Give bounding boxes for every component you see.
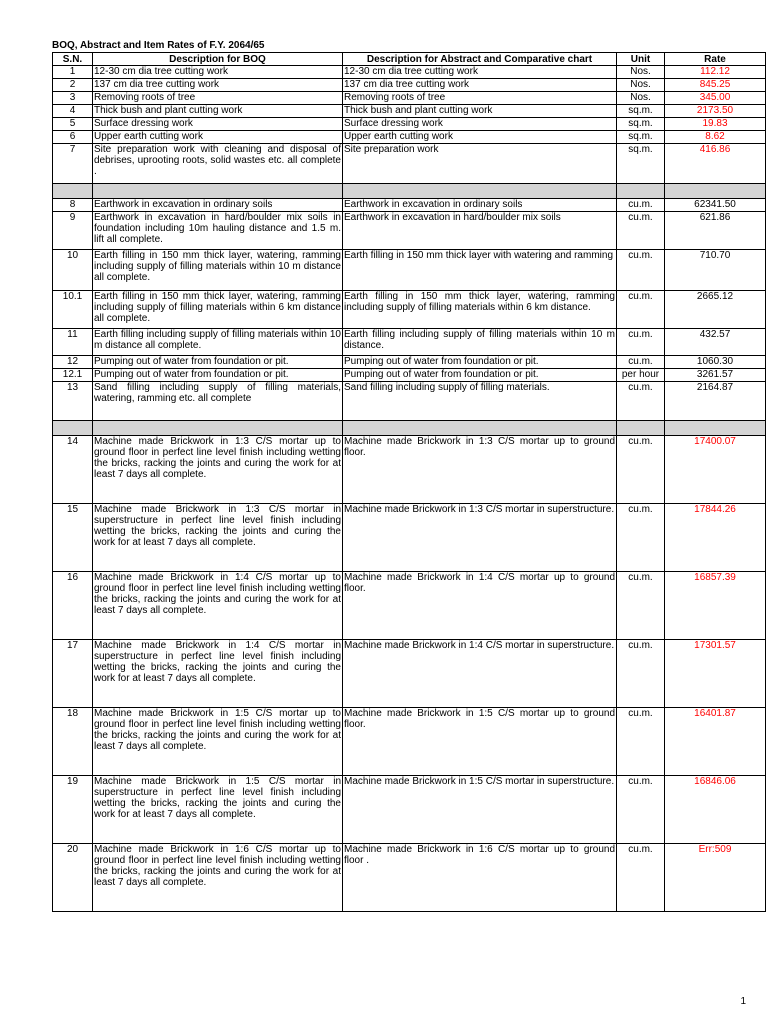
cell-sn: 16: [53, 572, 93, 640]
cell-rate: 8.62: [665, 131, 766, 144]
table-row: [53, 329, 766, 356]
cell-rate: 62341.50: [665, 199, 766, 212]
cell-rate: 16846.06: [665, 776, 766, 844]
cell-unit: cu.m.: [617, 212, 665, 250]
cell-abstract-description: Surface dressing work: [343, 118, 617, 131]
cell-unit: cu.m.: [617, 504, 665, 572]
cell-boq-description: Machine made Brickwork in 1:3 C/S mortar in superstructure in perfect line level finish including wetting the bricks, racking the joints and curing the work for at least 7 days all complete.: [93, 504, 343, 572]
cell-sn: 8: [53, 199, 93, 212]
cell-sn: 13: [53, 382, 93, 421]
cell-unit: cu.m.: [617, 708, 665, 776]
cell-unit: cu.m.: [617, 844, 665, 912]
cell-sn: 4: [53, 105, 93, 118]
header-unit: Unit: [617, 53, 665, 66]
cell-abstract-description: Thick bush and plant cutting work: [343, 105, 617, 118]
cell-sn: 6: [53, 131, 93, 144]
table-row: [53, 436, 766, 504]
cell-sn: 14: [53, 436, 93, 504]
cell-sn: 12.1: [53, 369, 93, 382]
cell-abstract-description: Earth filling including supply of filling materials within 10 m distance.: [343, 329, 617, 356]
cell-abstract-description: Pumping out of water from foundation or pit.: [343, 356, 617, 369]
cell-abstract-description: Earth filling in 150 mm thick layer with watering and ramming: [343, 250, 617, 291]
cell-unit: cu.m.: [617, 776, 665, 844]
page-number: 1: [740, 996, 746, 1007]
cell-rate: 16401.87: [665, 708, 766, 776]
cell-abstract-description: Machine made Brickwork in 1:3 C/S mortar up to ground floor.: [343, 436, 617, 504]
table-row: [53, 79, 766, 92]
table-row: [53, 708, 766, 776]
cell-boq-description: Machine made Brickwork in 1:6 C/S mortar up to ground floor in perfect line level finish including wetting the bricks, racking the joints and curing the work for at least 7 days all complete.: [93, 844, 343, 912]
header-row: [53, 53, 766, 66]
cell-boq-description: 137 cm dia tree cutting work: [93, 79, 343, 92]
cell-sn: 10.1: [53, 291, 93, 329]
cell-rate: 2665.12: [665, 291, 766, 329]
cell-sn: 18: [53, 708, 93, 776]
table-row: [53, 572, 766, 640]
cell-abstract-description: Machine made Brickwork in 1:6 C/S mortar up to ground floor .: [343, 844, 617, 912]
cell-abstract-description: Upper earth cutting work: [343, 131, 617, 144]
table-row: [53, 776, 766, 844]
cell-unit: cu.m.: [617, 382, 665, 421]
cell-unit: cu.m.: [617, 640, 665, 708]
cell-sn: 15: [53, 504, 93, 572]
cell-boq-description: Upper earth cutting work: [93, 131, 343, 144]
table-row: [53, 504, 766, 572]
cell-boq-description: Removing roots of tree: [93, 92, 343, 105]
cell-abstract-description: Machine made Brickwork in 1:5 C/S mortar in superstructure.: [343, 776, 617, 844]
separator-cell: [343, 184, 617, 199]
cell-sn: 17: [53, 640, 93, 708]
cell-sn: 20: [53, 844, 93, 912]
cell-rate: 17400.07: [665, 436, 766, 504]
cell-sn: 19: [53, 776, 93, 844]
cell-rate: 2164.87: [665, 382, 766, 421]
cell-boq-description: 12-30 cm dia tree cutting work: [93, 66, 343, 79]
header-boq: Description for BOQ: [93, 53, 343, 66]
table-row: [53, 144, 766, 184]
header-sn: S.N.: [53, 53, 93, 66]
cell-rate: 416.86: [665, 144, 766, 184]
cell-abstract-description: 137 cm dia tree cutting work: [343, 79, 617, 92]
cell-rate: 112.12: [665, 66, 766, 79]
cell-boq-description: Machine made Brickwork in 1:3 C/S mortar up to ground floor in perfect line level finish including wetting the bricks, racking the joints and curing the work for at least 7 days all complete.: [93, 436, 343, 504]
cell-boq-description: Machine made Brickwork in 1:5 C/S mortar in superstructure in perfect line level finish including wetting the bricks, racking the joints and curing the work for at least 7 days all complete.: [93, 776, 343, 844]
cell-rate: 17844.26: [665, 504, 766, 572]
cell-sn: 3: [53, 92, 93, 105]
cell-abstract-description: Machine made Brickwork in 1:4 C/S mortar in superstructure.: [343, 640, 617, 708]
separator-cell: [617, 421, 665, 436]
cell-unit: sq.m.: [617, 105, 665, 118]
cell-rate: 345.00: [665, 92, 766, 105]
cell-unit: per hour: [617, 369, 665, 382]
table-row: [53, 66, 766, 79]
cell-abstract-description: 12-30 cm dia tree cutting work: [343, 66, 617, 79]
cell-boq-description: Sand filling including supply of filling materials, watering, ramming etc. all complete: [93, 382, 343, 421]
cell-rate: Err:509: [665, 844, 766, 912]
cell-boq-description: Pumping out of water from foundation or pit.: [93, 369, 343, 382]
cell-boq-description: Thick bush and plant cutting work: [93, 105, 343, 118]
cell-sn: 12: [53, 356, 93, 369]
cell-abstract-description: Machine made Brickwork in 1:4 C/S mortar up to ground floor.: [343, 572, 617, 640]
header-rate: Rate: [665, 53, 766, 66]
table-row: [53, 356, 766, 369]
cell-sn: 1: [53, 66, 93, 79]
cell-boq-description: Surface dressing work: [93, 118, 343, 131]
table-row: [53, 382, 766, 421]
cell-abstract-description: Earth filling in 150 mm thick layer, watering, ramming including supply of filling materials within 6 km distance.: [343, 291, 617, 329]
boq-table: [52, 52, 766, 912]
cell-abstract-description: Earthwork in excavation in hard/boulder mix soils: [343, 212, 617, 250]
cell-abstract-description: Sand filling including supply of filling materials.: [343, 382, 617, 421]
cell-unit: cu.m.: [617, 436, 665, 504]
cell-unit: sq.m.: [617, 131, 665, 144]
cell-rate: 3261.57: [665, 369, 766, 382]
cell-unit: sq.m.: [617, 118, 665, 131]
separator-cell: [665, 421, 766, 436]
cell-boq-description: Earthwork in excavation in ordinary soils: [93, 199, 343, 212]
header-abstract: Description for Abstract and Comparative chart: [343, 53, 617, 66]
table-row: [53, 369, 766, 382]
cell-rate: 710.70: [665, 250, 766, 291]
cell-unit: Nos.: [617, 92, 665, 105]
separator-cell: [93, 184, 343, 199]
table-row: [53, 250, 766, 291]
cell-abstract-description: Earthwork in excavation in ordinary soils: [343, 199, 617, 212]
cell-sn: 11: [53, 329, 93, 356]
cell-rate: 19.83: [665, 118, 766, 131]
document-title: BOQ, Abstract and Item Rates of F.Y. 2064/65: [52, 40, 265, 51]
cell-rate: 1060.30: [665, 356, 766, 369]
table-row: [53, 844, 766, 912]
cell-unit: cu.m.: [617, 572, 665, 640]
cell-unit: sq.m.: [617, 144, 665, 184]
separator-cell: [53, 184, 93, 199]
cell-unit: cu.m.: [617, 250, 665, 291]
table-row: [53, 105, 766, 118]
cell-abstract-description: Site preparation work: [343, 144, 617, 184]
table-row: [53, 92, 766, 105]
separator-row: [53, 184, 766, 199]
cell-boq-description: Earth filling including supply of filling materials within 10 m distance all complete.: [93, 329, 343, 356]
cell-rate: 16857.39: [665, 572, 766, 640]
cell-sn: 10: [53, 250, 93, 291]
cell-boq-description: Earthwork in excavation in hard/boulder mix soils in foundation including 10m hauling distance and 1.5 m. lift all complete.: [93, 212, 343, 250]
cell-rate: 17301.57: [665, 640, 766, 708]
cell-unit: cu.m.: [617, 199, 665, 212]
cell-sn: 9: [53, 212, 93, 250]
cell-boq-description: Machine made Brickwork in 1:4 C/S mortar in superstructure in perfect line level finish including wetting the bricks, racking the joints and curing the work for at least 7 days all complete.: [93, 640, 343, 708]
cell-sn: 5: [53, 118, 93, 131]
cell-boq-description: Earth filling in 150 mm thick layer, watering, ramming including supply of filling materials within 6 km distance all complete.: [93, 291, 343, 329]
cell-rate: 845.25: [665, 79, 766, 92]
cell-sn: 7: [53, 144, 93, 184]
separator-cell: [93, 421, 343, 436]
separator-cell: [665, 184, 766, 199]
table-row: [53, 131, 766, 144]
cell-unit: cu.m.: [617, 329, 665, 356]
cell-sn: 2: [53, 79, 93, 92]
cell-boq-description: Earth filling in 150 mm thick layer, watering, ramming including supply of filling materials within 10 m distance all complete.: [93, 250, 343, 291]
table-row: [53, 291, 766, 329]
cell-abstract-description: Machine made Brickwork in 1:5 C/S mortar up to ground floor.: [343, 708, 617, 776]
separator-cell: [53, 421, 93, 436]
separator-cell: [617, 184, 665, 199]
cell-unit: cu.m.: [617, 291, 665, 329]
separator-row: [53, 421, 766, 436]
cell-rate: 432.57: [665, 329, 766, 356]
cell-unit: Nos.: [617, 79, 665, 92]
cell-boq-description: Pumping out of water from foundation or pit.: [93, 356, 343, 369]
cell-boq-description: Machine made Brickwork in 1:4 C/S mortar up to ground floor in perfect line level finish including wetting the bricks, racking the joints and curing the work for at least 7 days all complete.: [93, 572, 343, 640]
separator-cell: [343, 421, 617, 436]
table-row: [53, 199, 766, 212]
cell-unit: Nos.: [617, 66, 665, 79]
table-row: [53, 640, 766, 708]
cell-boq-description: Site preparation work with cleaning and disposal of debrises, uprooting roots, solid wastes etc. all complete .: [93, 144, 343, 184]
cell-rate: 621.86: [665, 212, 766, 250]
cell-abstract-description: Pumping out of water from foundation or pit.: [343, 369, 617, 382]
cell-unit: cu.m.: [617, 356, 665, 369]
cell-rate: 2173.50: [665, 105, 766, 118]
cell-boq-description: Machine made Brickwork in 1:5 C/S mortar up to ground floor in perfect line level finish including wetting the bricks, racking the joints and curing the work for at least 7 days all complete.: [93, 708, 343, 776]
table-row: [53, 118, 766, 131]
table-row: [53, 212, 766, 250]
cell-abstract-description: Machine made Brickwork in 1:3 C/S mortar in superstructure.: [343, 504, 617, 572]
cell-abstract-description: Removing roots of tree: [343, 92, 617, 105]
